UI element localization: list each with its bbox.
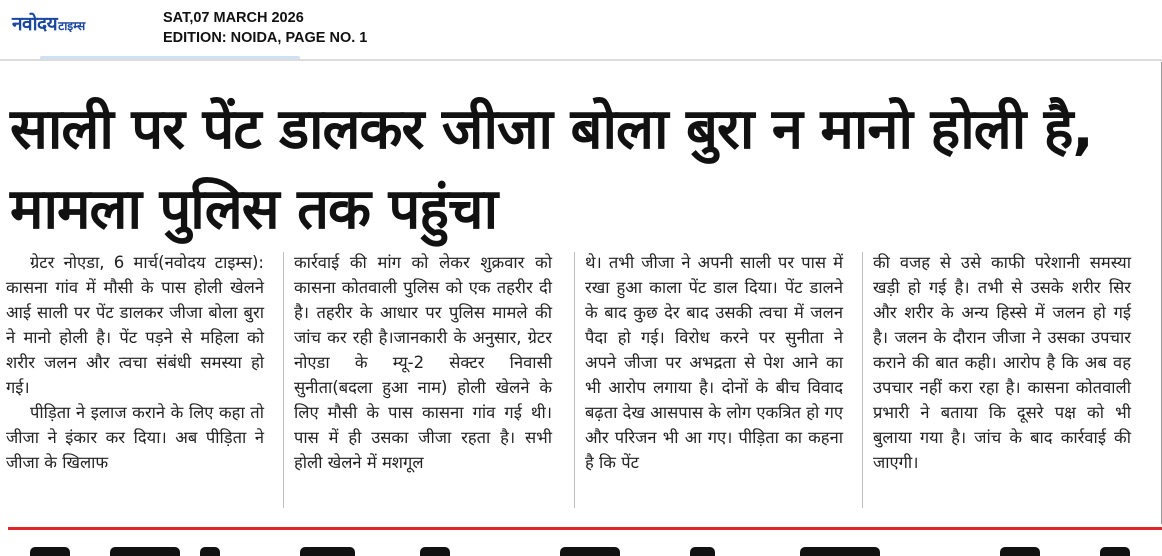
edition-page: EDITION: NOIDA, PAGE NO. 1 bbox=[163, 30, 368, 46]
article-column-2 bbox=[294, 250, 552, 510]
masthead-bar bbox=[0, 0, 1162, 58]
newspaper-logo[interactable] bbox=[12, 10, 86, 35]
article-headline: साली पर पेंट डालकर जीजा बोला बुरा न मानो होली है, मामला पुलिस तक पहुंचा bbox=[10, 97, 1093, 242]
column-3-paragraph-1: थे। तभी जीजा ने अपनी साली पर पास में रखा हुआ काला पेंट डाल दिया। पेंट डालने के बाद कुछ देर बाद उसकी त्वचा में जलन पैदा हो गई। विरोध करने पर सुनीता ने अपने जीजा पर अभद्रता से पेश आने का भी आरोप लगाया है। दोनों के बीच विवाद बढ़ता देख आसपास के लोग एकत्रित हो गए और परिजन भी आ गए। पीड़िता का कहना है कि पेंट bbox=[585, 253, 843, 472]
column-2-paragraph-1: कार्रवाई की मांग को लेकर शुक्रवार को कासना कोतवाली पुलिस को एक तहरीर दी है। तहरीर के आधार पर पुलिस मामले की जांच कर रही है।जानकारी के अनुसार, ग्रेटर नोएडा के म्यू-2 सेक्टर निवासी सुनीता(बदला हुआ नाम) होली खेलने के लिए मौसी के पास कासना गांव गई थी। पास में ही उसका जीजा रहता है। सभी होली खेलने में मशगूल bbox=[294, 253, 552, 472]
edition-info bbox=[163, 8, 367, 48]
logo-main-text: नवोदय bbox=[12, 13, 58, 35]
column-divider bbox=[283, 252, 284, 508]
section-divider-red bbox=[8, 527, 1162, 530]
column-1-paragraph-1: ग्रेटर नोएडा, 6 मार्च(नवोदय टाइम्स): कासना गांव में मौसी के पास होली खेलने आई साली पर पेंट डालकर जीजा बोला बुरा ने मानो होली है। पेंट पड़ने से महिला को शरीर जलन और त्वचा संबंधी समस्या हो गई। bbox=[6, 253, 264, 397]
column-4-paragraph-1: की वजह से उसे काफी परेशानी समस्या खड़ी हो गई है। तभी से उसके शरीर सिर और शरीर के अन्य हिस्से में जलन हो गई है। जलन के दौरान जीजा ने उसका उपचार कराने की बात कही। आरोप है कि अब वह उपचार नहीं करा रहा है। कासना कोतवाली प्रभारी ने बताया कि दूसरे पक्ष को भी बुलाया गया है। जांच के बाद कार्रवाई की जाएगी। bbox=[873, 253, 1131, 472]
logo-sub-text: टाइम्स bbox=[58, 19, 86, 33]
issue-date: SAT,07 MARCH 2026 bbox=[163, 10, 304, 26]
masthead-divider bbox=[0, 59, 1162, 61]
column-divider bbox=[862, 252, 863, 508]
article-column-4 bbox=[873, 250, 1131, 510]
news-article bbox=[0, 62, 1162, 524]
article-column-3 bbox=[585, 250, 843, 510]
column-divider bbox=[574, 252, 575, 508]
next-article-cutoff bbox=[0, 541, 1162, 556]
column-1-paragraph-2: पीड़िता ने इलाज कराने के लिए कहा तो जीजा ने इंकार कर दिया। अब पीड़िता ने जीजा के खिलाफ bbox=[6, 403, 264, 472]
article-column-1 bbox=[6, 250, 264, 510]
